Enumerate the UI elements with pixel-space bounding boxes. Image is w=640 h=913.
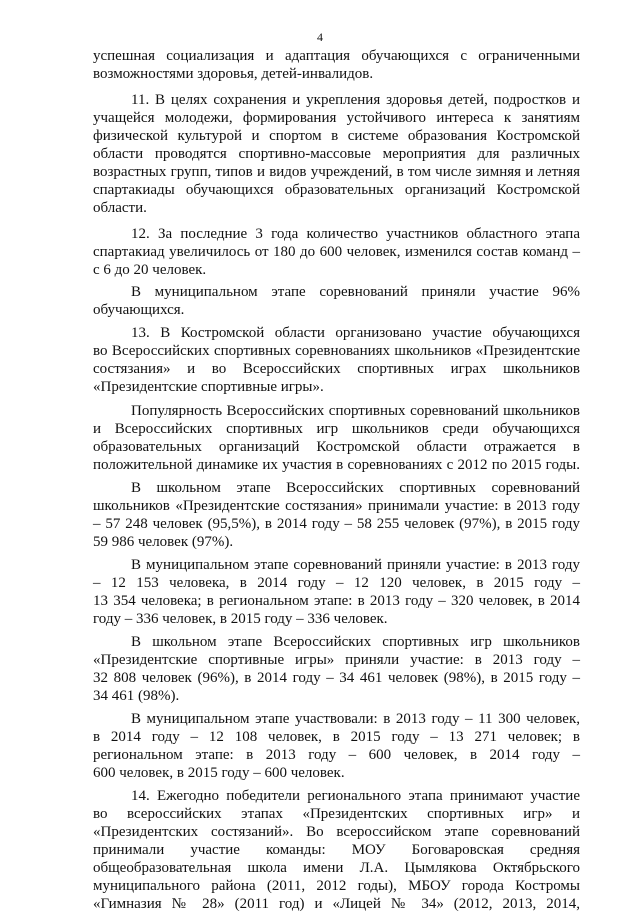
- text-line: 14. Ежегодно победители регионального этапа принимают участие: [131, 788, 580, 804]
- text-line: Популярность Всероссийских спортивных соревнований школьников: [131, 403, 580, 419]
- text-line: во Всероссийских спортивных соревнованиях школьников «Президентские: [93, 343, 580, 359]
- text-line: «Президентские спортивные игры» приняли участие: в 2013 году –: [93, 652, 580, 668]
- text-line: муниципального района (2011, 2012 годы), МБОУ города Костромы: [93, 878, 580, 894]
- text-line: возрастных групп, типов и видов учреждений, в том числе зимняя и летняя: [93, 164, 580, 180]
- text-line: В муниципальном этапе соревнований приняли участие 96%: [131, 284, 580, 300]
- text-line: успешная социализация и адаптация обучающихся с ограниченными: [93, 48, 580, 64]
- text-line: году – 336 человек, в 2015 году – 336 человек.: [93, 611, 388, 627]
- text-line: В школьном этапе Всероссийских спортивных игр школьников: [131, 634, 580, 650]
- text-line: 11. В целях сохранения и укрепления здоровья детей, подростков и: [131, 92, 580, 108]
- text-line: В муниципальном этапе соревнований приняли участие: в 2013 году: [131, 557, 580, 573]
- text-line: образовательных организаций Костромской области отражается в: [93, 439, 580, 455]
- text-line: состязания» и во Всероссийских спортивных играх школьников: [93, 361, 580, 377]
- text-line: общеобразовательная школа имени Л.А. Цымлякова Октябрьского: [93, 860, 580, 876]
- text-line: 12. За последние 3 года количество участников областного этапа: [131, 226, 580, 242]
- text-line: В школьном этапе Всероссийских спортивных соревнований: [131, 480, 580, 496]
- text-line: принимали участие команды: МОУ Боговаровская средняя: [93, 842, 580, 858]
- text-line: учащейся молодежи, формирования устойчивого интереса к занятиям: [93, 110, 580, 126]
- text-line: «Гимназия № 28» (2011 год) и «Лицей № 34» (2012, 2013, 2014,: [93, 896, 580, 912]
- text-line: возможностями здоровья, детей-инвалидов.: [93, 66, 374, 82]
- text-line: 600 человек, в 2015 году – 600 человек.: [93, 765, 345, 781]
- text-line: 34 461 (98%).: [93, 688, 180, 704]
- text-line: спартакиад увеличилось от 180 до 600 человек, изменился состав команд –: [93, 244, 580, 260]
- text-line: – 57 248 человек (95,5%), в 2014 году – 58 255 человек (97%), в 2015 году: [93, 516, 580, 532]
- text-line: 13 354 человека; в региональном этапе: в 2013 году – 320 человек, в 2014: [93, 593, 580, 609]
- text-line: во всероссийских этапах «Президентских спортивных игр» и: [93, 806, 580, 822]
- text-line: школьников «Президентские состязания» принимали участие: в 2013 году: [93, 498, 580, 514]
- text-line: области проводятся спортивно-массовые мероприятия для различных: [93, 146, 580, 162]
- text-line: «Президентских состязаний». Во всероссийском этапе соревнований: [93, 824, 580, 840]
- text-line: обучающихся.: [93, 302, 185, 318]
- text-line: – 12 153 человека, в 2014 году – 12 120 человек, в 2015 году –: [93, 575, 580, 591]
- text-line: 32 808 человек (96%), в 2014 году – 34 461 человек (98%), в 2015 году –: [93, 670, 580, 686]
- text-line: спартакиады обучающихся образовательных организаций Костромской: [93, 182, 580, 198]
- text-line: В муниципальном этапе участвовали: в 2013 году – 11 300 человек,: [131, 711, 580, 727]
- text-line: в 2014 году – 12 108 человек, в 2015 году – 13 271 человек; в: [93, 729, 580, 745]
- text-line: области.: [93, 200, 147, 216]
- text-line: 13. В Костромской области организовано участие обучающихся: [131, 325, 580, 341]
- text-line: региональном этапе: в 2013 году – 600 человек, в 2014 году –: [93, 747, 580, 763]
- text-line: и Всероссийских спортивных игр школьников среди обучающихся: [93, 421, 580, 437]
- text-line: «Президентские спортивные игры».: [93, 379, 324, 395]
- text-line: с 6 до 20 человек.: [93, 262, 207, 278]
- text-line: физической культурой и спортом в системе образования Костромской: [93, 128, 580, 144]
- text-line: 59 986 человек (97%).: [93, 534, 234, 550]
- text-line: положительной динамике их участия в соревнованиях с 2012 по 2015 годы.: [93, 457, 580, 473]
- page-number: 4: [317, 30, 323, 44]
